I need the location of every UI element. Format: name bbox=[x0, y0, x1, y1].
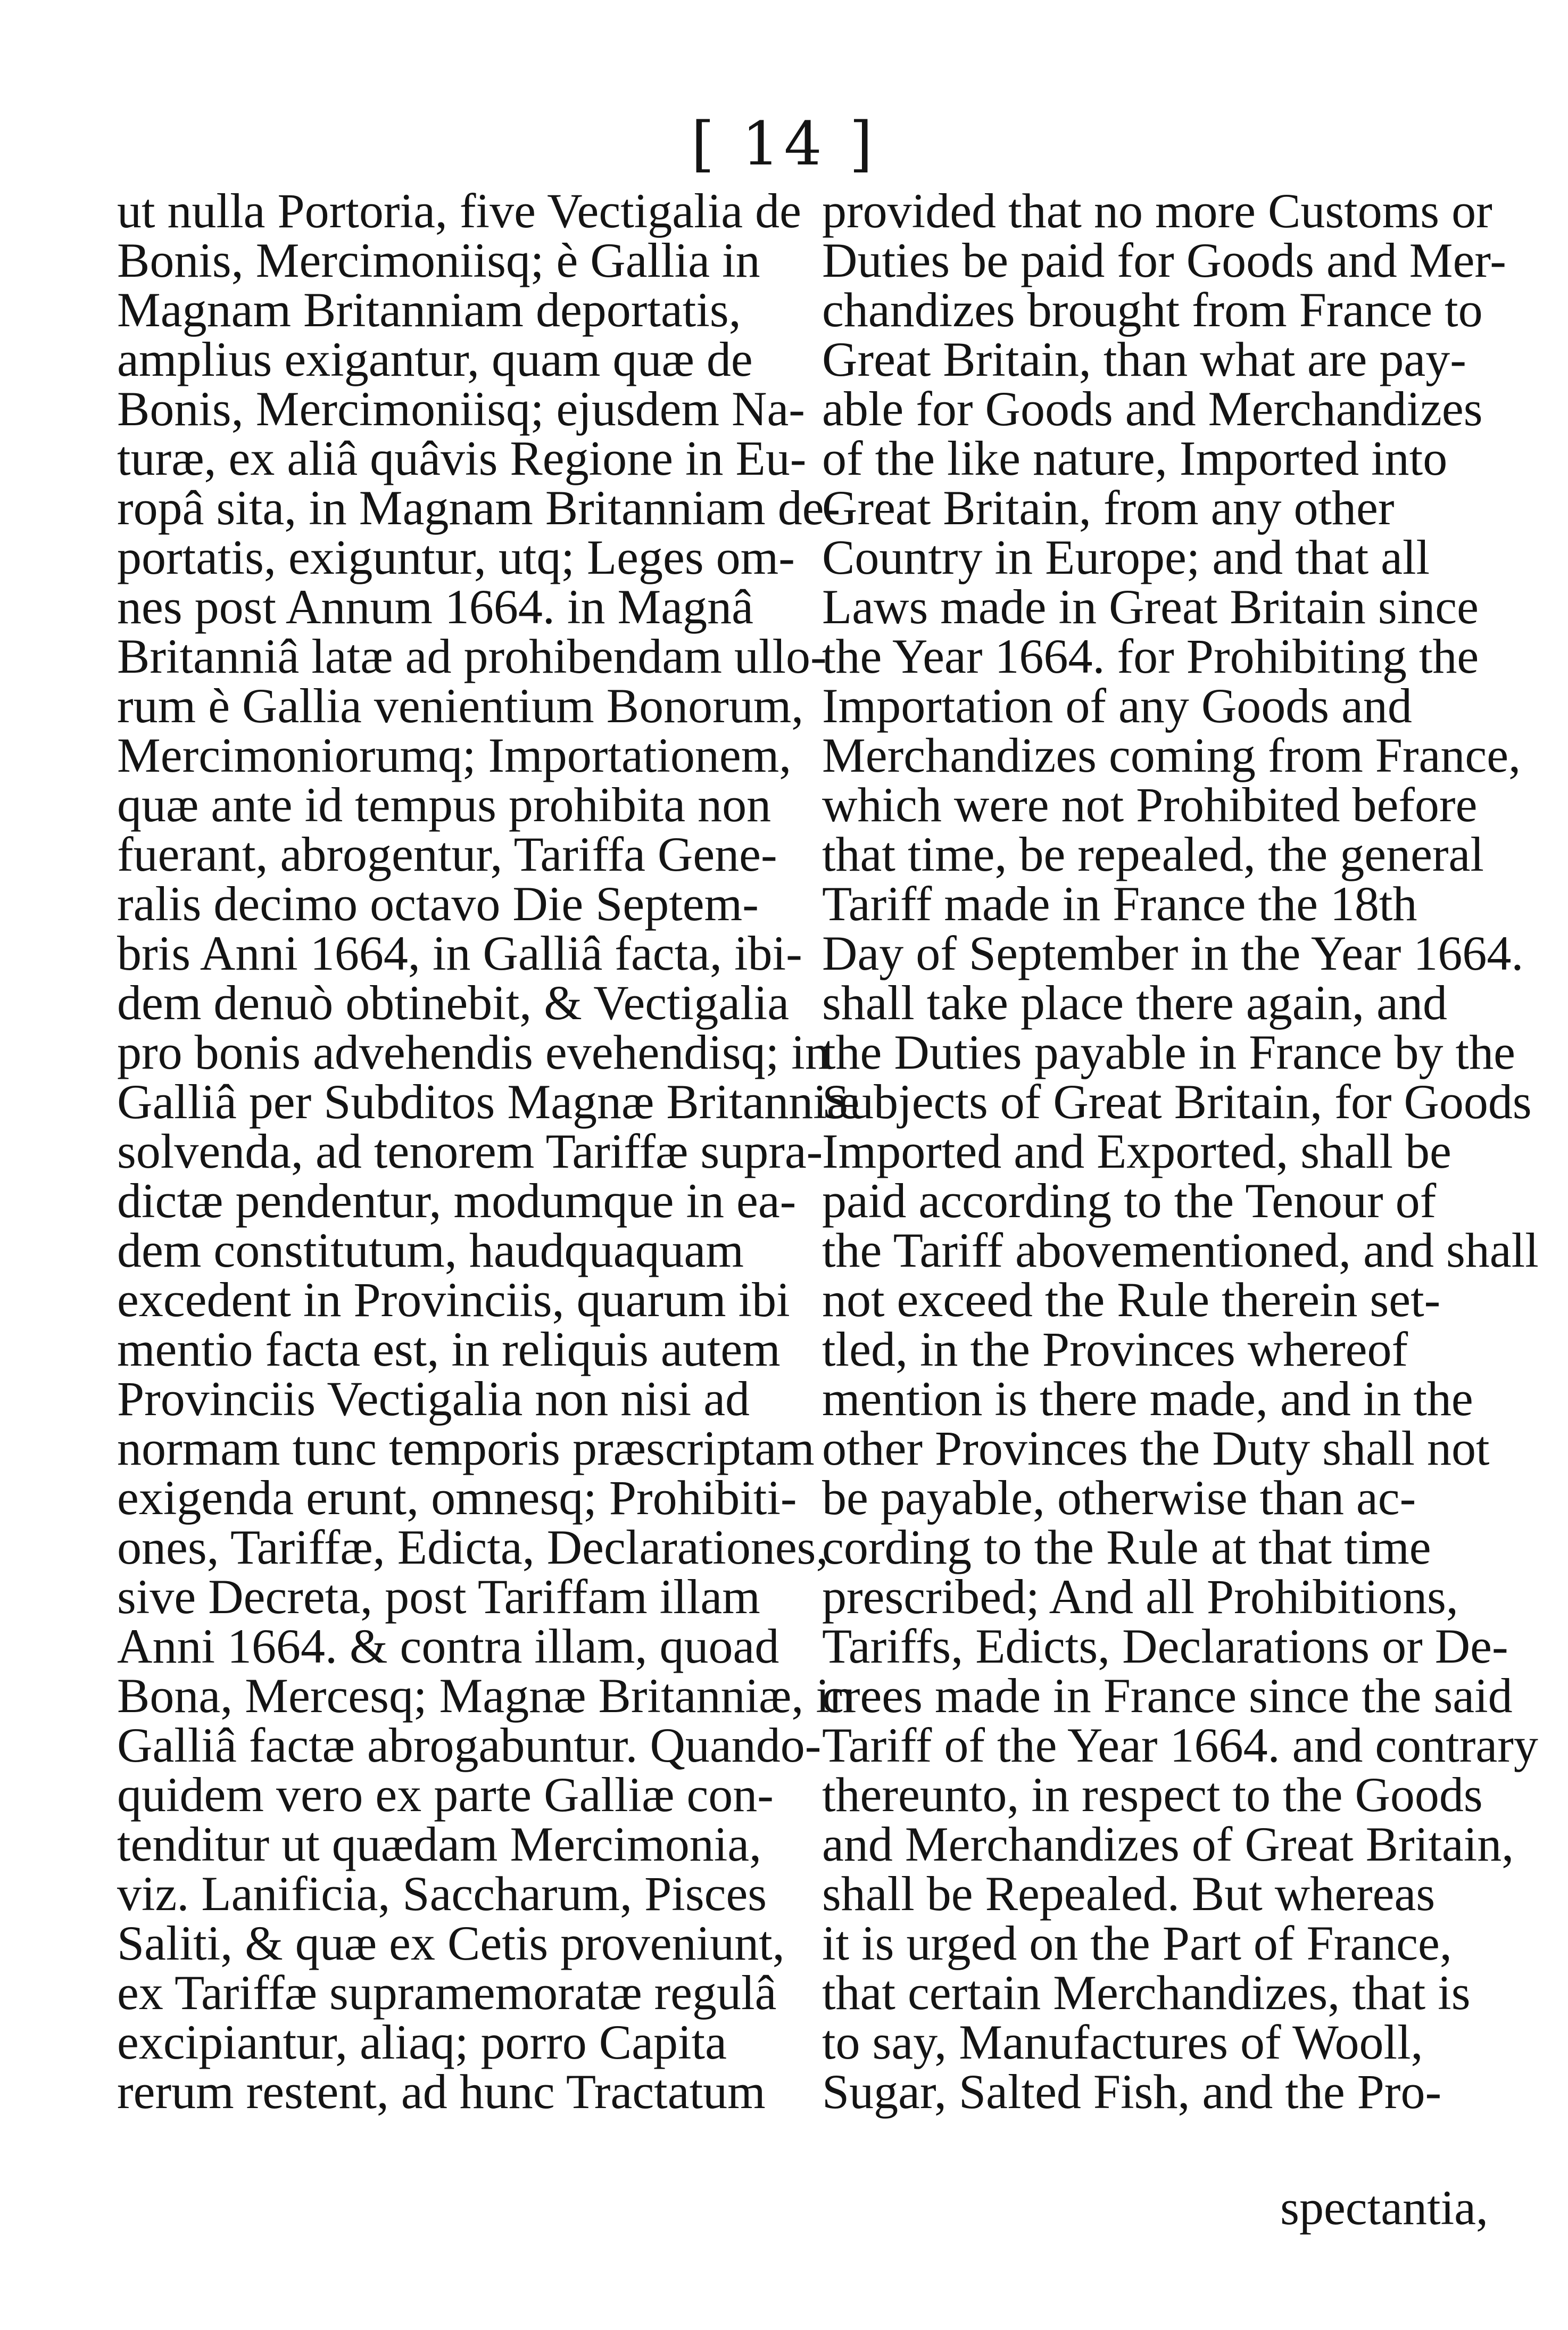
english-line: Laws made in Great Britain since bbox=[822, 580, 1479, 634]
latin-line: exigenda erunt, omnesq; Prohibiti- bbox=[117, 1470, 797, 1525]
english-line: tled, in the Provinces whereof bbox=[822, 1322, 1408, 1376]
page-number: [ 14 ] bbox=[691, 110, 877, 179]
english-line: and Merchandizes of Great Britain, bbox=[822, 1817, 1514, 1871]
english-line: cording to the Rule at that time bbox=[822, 1520, 1431, 1574]
english-line: be payable, otherwise than ac- bbox=[822, 1470, 1416, 1525]
english-line: Subjects of Great Britain, for Goods bbox=[822, 1075, 1532, 1129]
latin-line: ex Tariffæ supramemoratæ regulâ bbox=[117, 1965, 777, 2020]
latin-line: dem constitutum, haudquaquam bbox=[117, 1223, 744, 1277]
english-line: able for Goods and Merchandizes bbox=[822, 382, 1483, 436]
english-line: paid according to the Tenour of bbox=[822, 1174, 1437, 1228]
latin-line: Saliti, & quæ ex Cetis proveniunt, bbox=[117, 1916, 785, 1970]
latin-line: ropâ sita, in Magnam Britanniam de- bbox=[117, 481, 841, 535]
latin-line: dem denuò obtinebit, & Vectigalia bbox=[117, 976, 790, 1030]
english-line: shall be Repealed. But whereas bbox=[822, 1866, 1436, 1921]
latin-line: nes post Annum 1664. in Magnâ bbox=[117, 580, 753, 634]
catchword: spectantia, bbox=[1280, 2180, 1488, 2235]
latin-line: Bona, Mercesq; Magnæ Britanniæ, in bbox=[117, 1668, 854, 1723]
latin-line: portatis, exiguntur, utq; Leges om- bbox=[117, 530, 795, 584]
latin-line: Galliâ per Subditos Magnæ Britanniæ bbox=[117, 1075, 860, 1129]
english-line: which were not Prohibited before bbox=[822, 778, 1478, 832]
english-line: Great Britain, than what are pay- bbox=[822, 332, 1466, 386]
english-column bbox=[822, 184, 1539, 2262]
latin-line: Mercimoniorumq; Importationem, bbox=[117, 728, 792, 782]
english-line: Merchandizes coming from France, bbox=[822, 728, 1521, 782]
latin-line: Bonis, Mercimoniisq; ejusdem Na- bbox=[117, 382, 805, 436]
english-line: that certain Merchandizes, that is bbox=[822, 1965, 1471, 2020]
latin-line: sive Decreta, post Tariffam illam bbox=[117, 1569, 760, 1624]
latin-line: dictæ pendentur, modumque in ea- bbox=[117, 1174, 797, 1228]
english-line: Importation of any Goods and bbox=[822, 679, 1412, 733]
latin-line: Provinciis Vectigalia non nisi ad bbox=[117, 1371, 750, 1426]
english-line: chandizes brought from France to bbox=[822, 283, 1483, 337]
english-line: Tariffs, Edicts, Declarations or De- bbox=[822, 1619, 1508, 1673]
latin-line: excipiantur, aliaq; porro Capita bbox=[117, 2015, 727, 2069]
english-line: Sugar, Salted Fish, and the Pro- bbox=[822, 2064, 1442, 2119]
english-line: shall take place there again, and bbox=[822, 976, 1447, 1030]
english-line: thereunto, in respect to the Goods bbox=[822, 1767, 1483, 1822]
latin-line: Anni 1664. & contra illam, quoad bbox=[117, 1619, 779, 1673]
latin-line: pro bonis advehendis evehendisq; in bbox=[117, 1025, 829, 1079]
english-line: Day of September in the Year 1664. bbox=[822, 926, 1524, 980]
english-line: Tariff of the Year 1664. and contrary bbox=[822, 1718, 1538, 1772]
latin-line: Galliâ factæ abrogabuntur. Quando- bbox=[117, 1718, 822, 1772]
latin-line: ut nulla Portoria, five Vectigalia de bbox=[117, 184, 801, 238]
latin-line: ralis decimo octavo Die Septem- bbox=[117, 877, 759, 931]
latin-line: ones, Tariffæ, Edicta, Declarationes, bbox=[117, 1520, 828, 1574]
latin-line: rum è Gallia venientium Bonorum, bbox=[117, 679, 804, 733]
latin-line: turæ, ex aliâ quâvis Regione in Eu- bbox=[117, 431, 807, 485]
latin-line: tenditur ut quædam Mercimonia, bbox=[117, 1817, 762, 1871]
latin-line: amplius exigantur, quam quæ de bbox=[117, 332, 753, 386]
english-line: Great Britain, from any other bbox=[822, 481, 1395, 535]
latin-line: Bonis, Mercimoniisq; è Gallia in bbox=[117, 233, 760, 287]
english-line: to say, Manufactures of Wooll, bbox=[822, 2015, 1423, 2069]
latin-column bbox=[117, 184, 860, 2262]
english-line: mention is there made, and in the bbox=[822, 1371, 1473, 1426]
english-line: the Tariff abovementioned, and shall bbox=[822, 1223, 1539, 1277]
latin-line: fuerant, abrogentur, Tariffa Gene- bbox=[117, 827, 777, 881]
english-line: not exceed the Rule therein set- bbox=[822, 1273, 1441, 1327]
english-line: the Duties payable in France by the bbox=[822, 1025, 1515, 1079]
english-line: other Provinces the Duty shall not bbox=[822, 1421, 1490, 1475]
latin-line: Magnam Britanniam deportatis, bbox=[117, 283, 741, 337]
english-line: of the like nature, Imported into bbox=[822, 431, 1448, 485]
latin-line: excedent in Provinciis, quarum ibi bbox=[117, 1273, 790, 1327]
english-line: Duties be paid for Goods and Mer- bbox=[822, 233, 1506, 287]
latin-line: bris Anni 1664, in Galliâ facta, ibi- bbox=[117, 926, 802, 980]
latin-line: solvenda, ad tenorem Tariffæ supra- bbox=[117, 1124, 823, 1178]
english-line: crees made in France since the said bbox=[822, 1668, 1513, 1723]
english-line: provided that no more Customs or bbox=[822, 184, 1492, 238]
latin-line: rerum restent, ad hunc Tractatum bbox=[117, 2064, 766, 2119]
latin-line: quæ ante id tempus prohibita non bbox=[117, 778, 771, 832]
latin-line: mentio facta est, in reliquis autem bbox=[117, 1322, 781, 1376]
english-line: that time, be repealed, the general bbox=[822, 827, 1484, 881]
latin-line: normam tunc temporis præscriptam bbox=[117, 1421, 815, 1475]
english-line: the Year 1664. for Prohibiting the bbox=[822, 629, 1479, 683]
latin-line: viz. Lanificia, Saccharum, Pisces bbox=[117, 1866, 767, 1921]
english-line: Country in Europe; and that all bbox=[822, 530, 1430, 584]
english-line: it is urged on the Part of France, bbox=[822, 1916, 1452, 1970]
latin-line: Britanniâ latæ ad prohibendam ullo- bbox=[117, 629, 827, 683]
english-line: Imported and Exported, shall be bbox=[822, 1124, 1451, 1178]
english-line: Tariff made in France the 18th bbox=[822, 877, 1417, 931]
english-line: prescribed; And all Prohibitions, bbox=[822, 1569, 1458, 1624]
latin-line: quidem vero ex parte Galliæ con- bbox=[117, 1767, 774, 1822]
